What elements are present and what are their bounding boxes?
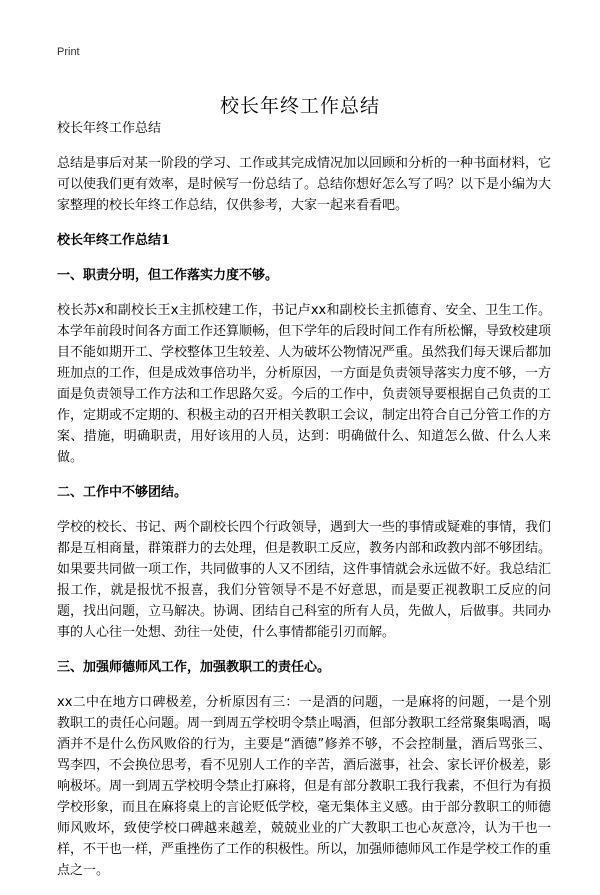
heading-2: 二、工作中不够团结。 xyxy=(57,485,188,500)
paragraph-1: 校长苏x和副校长王x主抓校建工作，书记卢xx和副校长主抓德育、安全、卫生工作。本学年前段时间各方面工作还算顺畅，但下学年的后段时间工作有所松懈，导致校建项目不能如期开工、学校整体卫生较差、人为破坏公物情况严重。虽然我们每天课后都加班加点的工作，但是成效事倍功半，分析原因，一方面是负责领导落实力度不够，一方面是负责领导工作方法和工作思路欠妥。今后的工作中，负责领导要根据自己负责的工作，定期或不定期的、积极主动的召开相关教职工会议，制定出符合自己分管工作的方案、措施，明确职责，用好该用的人员，达到：明确做什么、知道怎么做、什么人来做。 xyxy=(57,303,552,465)
section-title: 校长年终工作总结1 xyxy=(57,233,171,248)
article-subtitle: 校长年终工作总结 xyxy=(57,121,162,136)
page-title: 校长年终工作总结 xyxy=(219,94,380,117)
paragraph-3: xx二中在地方口碑极差，分析原因有三：一是酒的问题，一是麻将的问题，一是个别教职工的责任心问题。周一到周五学校明令禁止喝酒，但部分教职工经常聚集喝酒，喝酒并不是什么伤风败俗的行为，主要是“酒德”修养不够，不会控制量，酒后骂张三、骂李四，不会换位思考，看不见别人工作的辛苦，酒后滋事，社会、家长评价极差，影响极坏。周一到周五学校明令禁止打麻将，但是有部分教职工我行我素，不但行为有损学校形象，而且在麻将桌上的言论贬低学校，毫无集体主义感。由于部分教职工的师德师风败坏，致使学校口碑越来越差，兢兢业业的广大教职工也心灰意冷，认为干也一样，不干也一样，严重挫伤了工作的积极性。所以，加强师德师风工作是学校工作的重点之一。 xyxy=(57,695,552,878)
print-link[interactable]: Print xyxy=(57,46,80,58)
heading-3: 三、加强师德师风工作，加强教职工的责任心。 xyxy=(57,660,331,675)
article-body xyxy=(57,118,551,895)
heading-1: 一、职责分明，但工作落实力度不够。 xyxy=(57,268,279,283)
intro-paragraph: 总结是事后对某一阶段的学习、工作或其完成情况加以回顾和分析的一种书面材料，它可以使我们更有效率，是时候写一份总结了。总结你想好怎么写了吗？以下是小编为大家整理的校长年终工作总结，仅供参考，大家一起来看看吧。 xyxy=(57,156,552,213)
paragraph-2: 学校的校长、书记、两个副校长四个行政领导，遇到大一些的事情或疑难的事情，我们都是互相商量，群策群力的去处理，但是教职工反应，教务内部和政教内部不够团结。如果要共同做一项工作，共同做事的人又不团结，这件事情就会永远做不好。我总结汇报工作，就是报忧不报喜，我们分管领导不是不好意思，而是要正视教职工反应的问题，找出问题，立马解决。协调、团结自己科室的所有人员，先做人，后做事。共同办事的人心往一处想、劲往一处使，什么事情都能引刃而解。 xyxy=(57,520,552,640)
